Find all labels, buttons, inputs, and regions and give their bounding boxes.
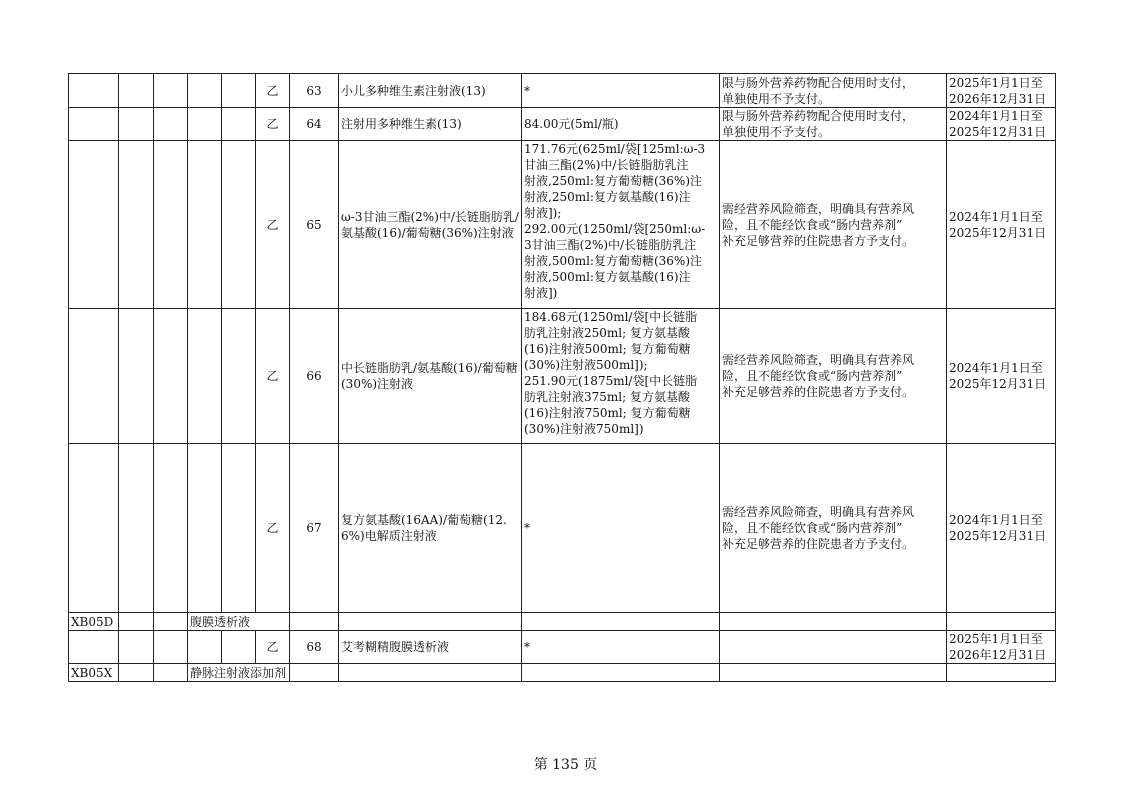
price-cell <box>522 108 720 141</box>
number-cell: 65 <box>290 141 339 309</box>
price-cell-line: 射液]) <box>524 286 558 300</box>
price-cell <box>522 631 720 664</box>
table-row <box>69 444 1056 613</box>
blank-cell <box>188 309 222 444</box>
blank-cell <box>154 108 188 141</box>
period-cell-line: 2025年1月1日至 <box>949 632 1043 646</box>
drug-name-cell: 注射用多种维生素(13) <box>339 108 522 141</box>
blank-cell <box>188 631 222 664</box>
price-cell-line: 肪乳注射液250ml; 复方氨基酸 <box>524 326 690 340</box>
restriction-cell-line: 险，且不能经饮食或“肠内营养剂” <box>722 521 903 535</box>
table-row <box>69 631 1056 664</box>
blank-cell <box>222 309 256 444</box>
price-cell-line: 171.76元(625ml/袋[125ml:ω-3 <box>524 142 706 156</box>
blank-cell <box>222 108 256 141</box>
restriction-cell-line: 需经营养风险筛查，明确具有营养风 <box>722 505 915 519</box>
grade-cell: 乙 <box>256 444 290 613</box>
price-cell-line: (16)注射液500ml; 复方葡萄糖 <box>524 342 691 356</box>
code-cell <box>69 108 119 141</box>
period-cell-line: 2024年1月1日至 <box>949 109 1043 123</box>
blank-cell <box>154 141 188 309</box>
price-cell-line: * <box>524 521 530 535</box>
restriction-cell <box>720 631 947 664</box>
price-cell <box>522 444 720 613</box>
grade-cell: 乙 <box>256 141 290 309</box>
category-cell: 腹膜透析液 <box>188 613 290 631</box>
price-cell <box>522 309 720 444</box>
price-cell-line: (30%)注射液500ml]); <box>524 358 648 372</box>
drug-name-cell: 复方氨基酸(16AA)/葡萄糖(12.6%)电解质注射液 <box>339 444 522 613</box>
period-cell-line: 2024年1月1日至 <box>949 209 1043 224</box>
restriction-cell <box>720 613 947 631</box>
period-cell-line: 2026年12月31日 <box>949 648 1047 662</box>
period-cell-line: 2024年1月1日至 <box>949 361 1043 375</box>
restriction-cell-line: 险，且不能经饮食或“肠内营养剂” <box>722 217 903 232</box>
blank-cell <box>119 74 154 108</box>
table-row <box>69 309 1056 444</box>
code-cell: XB05X <box>69 664 119 682</box>
blank-cell <box>222 444 256 613</box>
period-cell <box>947 664 1056 682</box>
price-cell-line: 184.68元(1250ml/袋[中长链脂 <box>524 310 698 324</box>
period-cell-line: 2025年12月31日 <box>949 377 1047 391</box>
price-cell-line: 84.00元(5ml/瓶) <box>524 117 619 131</box>
restriction-cell <box>720 309 947 444</box>
period-cell <box>947 444 1056 613</box>
blank-cell <box>154 613 188 631</box>
code-cell <box>69 631 119 664</box>
price-cell <box>522 141 720 309</box>
period-cell <box>947 309 1056 444</box>
restriction-cell-line: 限与肠外营养药物配合使用时支付， <box>722 109 915 123</box>
drug-name-cell: 艾考糊精腹膜透析液 <box>339 631 522 664</box>
drug-name-cell: 小儿多种维生素注射液(13) <box>339 74 522 108</box>
price-cell-line: 射液,250ml:复方葡萄糖(36%)注 <box>524 174 703 188</box>
period-cell-line: 2025年12月31日 <box>949 225 1047 240</box>
period-cell <box>947 141 1056 309</box>
restriction-cell-line: 险，且不能经饮食或“肠内营养剂” <box>722 369 903 383</box>
period-cell-line: 2025年12月31日 <box>949 125 1047 139</box>
category-cell: 静脉注射液添加剂 <box>188 664 290 682</box>
period-cell <box>947 631 1056 664</box>
blank-cell <box>154 444 188 613</box>
grade-cell: 乙 <box>256 309 290 444</box>
price-cell-line: 251.90元(1875ml/袋[中长链脂 <box>524 374 698 388</box>
blank-cell <box>119 664 154 682</box>
number-cell: 63 <box>290 74 339 108</box>
number-cell: 68 <box>290 631 339 664</box>
blank-cell <box>222 141 256 309</box>
period-cell <box>947 108 1056 141</box>
table-row <box>69 74 1056 108</box>
price-cell-line: 射液,500ml:复方氨基酸(16)注 <box>524 270 691 284</box>
drug-name-cell <box>339 613 522 631</box>
restriction-cell <box>720 108 947 141</box>
blank-cell <box>188 108 222 141</box>
number-cell: 66 <box>290 309 339 444</box>
restriction-cell-line: 限与肠外营养药物配合使用时支付， <box>722 75 915 90</box>
code-cell <box>69 309 119 444</box>
restriction-cell <box>720 141 947 309</box>
price-cell-line: 射液]); <box>524 206 562 220</box>
code-cell <box>69 444 119 613</box>
price-cell-line: 292.00元(1250ml/袋[250ml:ω- <box>524 222 706 236</box>
drug-name-cell <box>339 664 522 682</box>
drug-name-cell: ω-3甘油三酯(2%)中/长链脂肪乳/氨基酸(16)/葡萄糖(36%)注射液 <box>339 141 522 309</box>
period-cell-line: 2024年1月1日至 <box>949 513 1043 527</box>
table-row <box>69 613 1056 631</box>
blank-cell <box>119 444 154 613</box>
blank-cell <box>154 309 188 444</box>
price-cell <box>522 664 720 682</box>
drug-name-cell: 中长链脂肪乳/氨基酸(16)/葡萄糖(30%)注射液 <box>339 309 522 444</box>
blank-cell <box>222 74 256 108</box>
blank-cell <box>154 631 188 664</box>
number-cell <box>290 664 339 682</box>
blank-cell <box>188 141 222 309</box>
period-cell <box>947 613 1056 631</box>
number-cell: 64 <box>290 108 339 141</box>
restriction-cell <box>720 664 947 682</box>
table-row <box>69 664 1056 682</box>
price-cell-line: 射液,250ml:复方氨基酸(16)注 <box>524 190 691 204</box>
code-cell <box>69 141 119 309</box>
grade-cell: 乙 <box>256 631 290 664</box>
restriction-cell-line: 需经营养风险筛查，明确具有营养风 <box>722 353 915 367</box>
number-cell <box>290 613 339 631</box>
price-cell <box>522 613 720 631</box>
restriction-cell-line: 补充足够营养的住院患者方予支付。 <box>722 537 915 551</box>
restriction-cell-line: 需经营养风险筛查，明确具有营养风 <box>722 201 915 216</box>
restriction-cell <box>720 444 947 613</box>
blank-cell <box>154 74 188 108</box>
restriction-cell-line: 补充足够营养的住院患者方予支付。 <box>722 385 915 399</box>
price-cell-line: 甘油三酯(2%)中/长链脂肪乳注 <box>524 158 689 172</box>
blank-cell <box>119 631 154 664</box>
blank-cell <box>119 613 154 631</box>
grade-cell: 乙 <box>256 74 290 108</box>
blank-cell <box>119 108 154 141</box>
code-cell <box>69 74 119 108</box>
table-row <box>69 108 1056 141</box>
restriction-cell-line: 补充足够营养的住院患者方予支付。 <box>722 233 915 248</box>
restriction-cell-line: 单独使用不予支付。 <box>722 91 831 106</box>
blank-cell <box>154 664 188 682</box>
blank-cell <box>188 74 222 108</box>
price-cell-line: * <box>524 640 530 654</box>
number-cell: 67 <box>290 444 339 613</box>
period-cell-line: 2025年1月1日至 <box>949 75 1043 90</box>
period-cell <box>947 74 1056 108</box>
period-cell-line: 2026年12月31日 <box>949 91 1047 106</box>
price-cell-line: (30%)注射液750ml]) <box>524 422 644 436</box>
blank-cell <box>188 444 222 613</box>
page-number: 第 135 页 <box>533 757 598 773</box>
blank-cell <box>119 141 154 309</box>
price-cell-line: * <box>524 83 530 98</box>
price-cell-line: 射液,500ml:复方葡萄糖(36%)注 <box>524 254 703 268</box>
price-cell-line: 3甘油三酯(2%)中/长链脂肪乳注 <box>524 238 697 252</box>
price-cell-line: 肪乳注射液375ml; 复方氨基酸 <box>524 390 690 404</box>
code-cell: XB05D <box>69 613 119 631</box>
table-row <box>69 141 1056 309</box>
price-cell-line: (16)注射液750ml; 复方葡萄糖 <box>524 406 691 420</box>
grade-cell: 乙 <box>256 108 290 141</box>
blank-cell <box>119 309 154 444</box>
blank-cell <box>222 631 256 664</box>
restriction-cell <box>720 74 947 108</box>
drug-list-table <box>68 73 1056 682</box>
price-cell <box>522 74 720 108</box>
period-cell-line: 2025年12月31日 <box>949 529 1047 543</box>
restriction-cell-line: 单独使用不予支付。 <box>722 125 831 139</box>
